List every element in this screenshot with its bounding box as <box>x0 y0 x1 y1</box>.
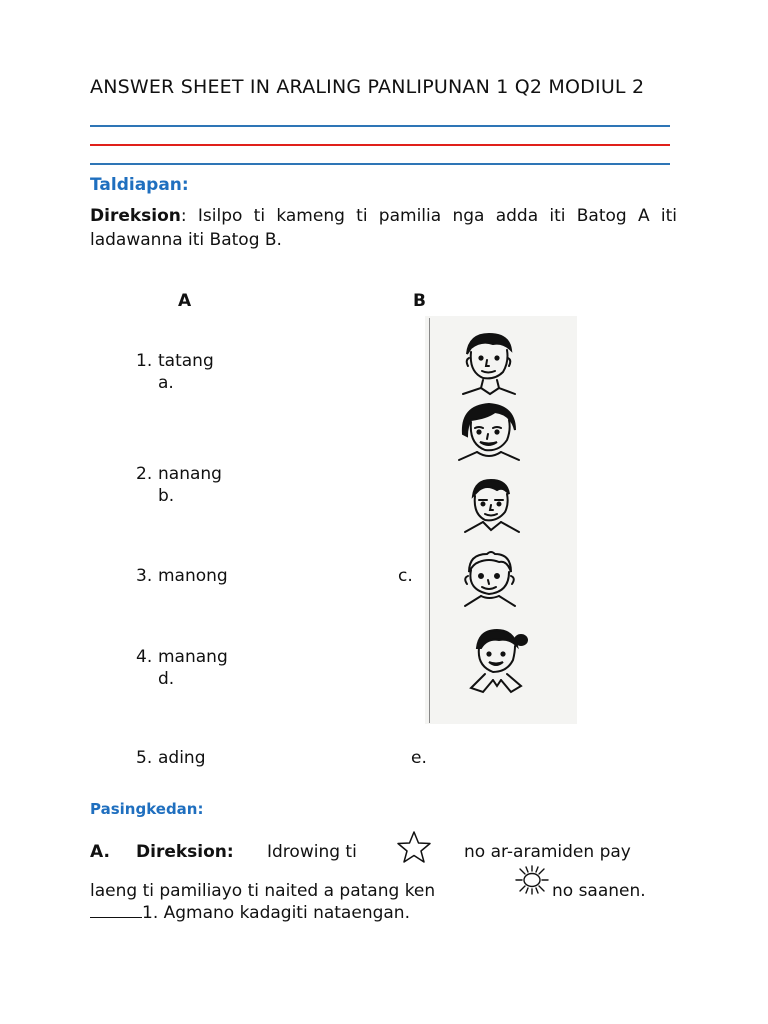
younger-boy-face-icon[interactable] <box>455 548 525 616</box>
question-1-text: 1. Agmano kadagiti nataengan. <box>142 903 410 923</box>
item-number: 1. <box>136 351 153 371</box>
mother-face-icon[interactable] <box>453 400 525 468</box>
section-heading-pasingkedan: Pasingkedan: <box>90 800 204 818</box>
item-number: 2. <box>136 464 153 484</box>
blue-rule-top <box>90 125 670 127</box>
father-face-icon[interactable] <box>453 328 523 402</box>
blue-rule-bottom <box>90 163 670 165</box>
panel-divider <box>429 318 430 723</box>
line2-text-after-sun: no saanen. <box>552 881 646 901</box>
section-a-marker: A. <box>90 842 110 862</box>
direction-text: : Isilpo ti kameng ti pamilia nga adda iti Batog A iti ladawanna iti Batog B. <box>90 206 677 250</box>
item-letter-e: e. <box>411 748 427 768</box>
list-item-2 <box>136 464 222 484</box>
item-number: 4. <box>136 647 153 667</box>
item-letter-d: d. <box>158 669 175 689</box>
item-number: 3. <box>136 566 153 586</box>
column-a-header: A <box>178 291 192 311</box>
direction-label: Direksion <box>90 206 181 226</box>
item-letter-b: b. <box>158 486 175 506</box>
direction-paragraph <box>90 204 677 252</box>
item-label: manang <box>158 647 228 667</box>
line2-text-before-sun: laeng ti pamiliayo ti naited a patang ken <box>90 881 436 901</box>
section-a-direction-label: Direksion: <box>136 842 234 862</box>
section-a-text-before-star: Idrowing ti <box>267 842 357 862</box>
item-letter-a: a. <box>158 373 174 393</box>
page-title: ANSWER SHEET IN ARALING PANLIPUNAN 1 Q2 MODIUL 2 <box>90 76 645 98</box>
item-label: nanang <box>158 464 222 484</box>
section-a-line-2 <box>90 881 435 901</box>
section-a-text-after-star: no ar-aramiden pay <box>464 842 631 862</box>
list-item-1 <box>136 351 214 371</box>
item-letter-c: c. <box>398 566 413 586</box>
list-item-5 <box>136 748 206 768</box>
item-label: ading <box>158 748 206 768</box>
section-heading-taldiapan: Taldiapan: <box>90 175 189 195</box>
answer-blank[interactable] <box>90 903 142 918</box>
list-item-4 <box>136 647 228 667</box>
sun-icon <box>512 864 552 896</box>
girl-face-icon[interactable] <box>463 626 533 702</box>
question-1 <box>90 903 410 923</box>
family-pictures-panel <box>425 316 577 724</box>
older-brother-face-icon[interactable] <box>457 476 525 542</box>
item-number: 5. <box>136 748 153 768</box>
item-label: manong <box>158 566 228 586</box>
column-b-header: B <box>413 291 426 311</box>
star-icon <box>395 830 433 864</box>
item-label: tatang <box>158 351 214 371</box>
red-rule <box>90 144 670 146</box>
list-item-3 <box>136 566 228 586</box>
